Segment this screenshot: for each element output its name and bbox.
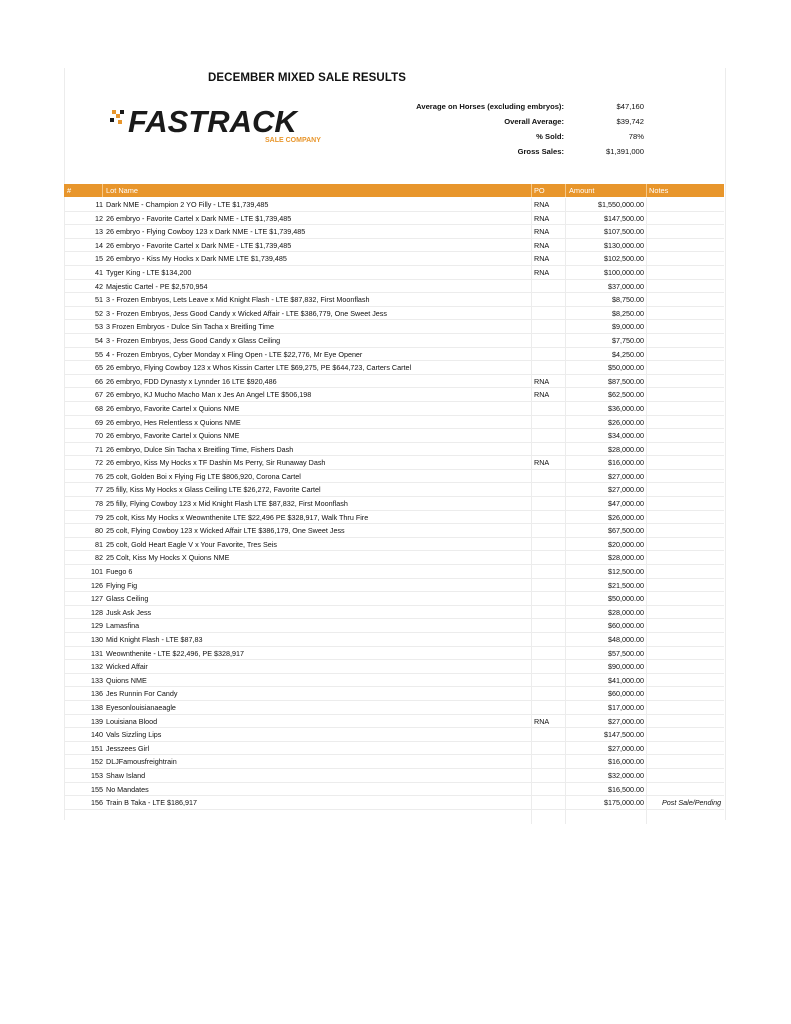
sale-amount: $90,000.00 <box>608 662 644 672</box>
lot-name: 26 embryo, Kiss My Hocks x TF Dashin Ms Perry, Sir Runaway Dash <box>106 458 326 468</box>
table-row <box>64 483 724 497</box>
row-notes: Post Sale/Pending <box>662 798 722 808</box>
lot-name: 25 filly, Flying Cowboy 123 x Mid Knight Flash LTE $87,832, First Moonflash <box>106 499 348 509</box>
table-row <box>64 715 724 729</box>
lot-number: 12 <box>95 213 103 223</box>
lot-name: 26 embryo, Favorite Cartel x Quions NME <box>106 431 240 441</box>
po-status: RNA <box>534 254 550 264</box>
lot-name: Weownthenite - LTE $22,496, PE $328,917 <box>106 648 244 658</box>
table-row <box>64 538 724 552</box>
table-row <box>64 497 724 511</box>
lot-name: Jes Runnin For Candy <box>106 689 178 699</box>
sale-amount: $50,000.00 <box>608 594 644 604</box>
table-row <box>64 225 724 239</box>
sale-amount: $37,000.00 <box>608 281 644 291</box>
header-divider <box>531 184 532 197</box>
lot-number: 65 <box>95 363 103 373</box>
table-row <box>64 783 724 797</box>
table-row <box>64 687 724 701</box>
sale-amount: $12,500.00 <box>608 567 644 577</box>
table-row <box>64 361 724 375</box>
sale-amount: $21,500.00 <box>608 580 644 590</box>
sale-amount: $102,500.00 <box>604 254 644 264</box>
po-status: RNA <box>534 716 550 726</box>
table-row <box>64 728 724 742</box>
summary-row-percent-sold <box>370 132 660 147</box>
lot-number: 127 <box>91 594 103 604</box>
lot-name: DLJFamousfreightrain <box>106 757 177 767</box>
sale-amount: $9,000.00 <box>612 322 644 332</box>
lot-name: 26 embryo - Kiss My Hocks x Dark NME LTE $1,739,485 <box>106 254 287 264</box>
table-row <box>64 633 724 647</box>
summary-label: Average on Horses (excluding embryos): <box>416 102 564 111</box>
lot-number: 133 <box>91 675 103 685</box>
lot-number: 156 <box>91 798 103 808</box>
table-row <box>64 307 724 321</box>
sale-amount: $62,500.00 <box>608 390 644 400</box>
lot-number: 138 <box>91 702 103 712</box>
table-row <box>64 429 724 443</box>
sale-amount: $27,000.00 <box>608 743 644 753</box>
header-divider <box>646 184 647 197</box>
lot-number: 153 <box>91 770 103 780</box>
sale-amount: $147,500.00 <box>604 213 644 223</box>
lot-name: Louisiana Blood <box>106 716 158 726</box>
lot-number: 152 <box>91 757 103 767</box>
header-divider <box>565 184 566 197</box>
table-row <box>64 592 724 606</box>
lot-name: Tyger King - LTE $134,200 <box>106 267 192 277</box>
lot-name: Fuego 6 <box>106 567 133 577</box>
lot-name: 3 - Frozen Embryos, Jess Good Candy x Glass Ceiling <box>106 335 281 345</box>
table-row <box>64 443 724 457</box>
po-status: RNA <box>534 240 550 250</box>
lot-number: 139 <box>91 716 103 726</box>
sale-amount: $48,000.00 <box>608 635 644 644</box>
lot-number: 69 <box>95 417 103 427</box>
lot-name: Quions NME <box>106 675 147 685</box>
sale-amount: $41,000.00 <box>608 675 644 685</box>
table-row <box>64 551 724 565</box>
summary-row-horse-average <box>370 102 660 117</box>
lot-number: 126 <box>91 580 103 590</box>
sale-amount: $57,500.00 <box>608 648 644 658</box>
po-status: RNA <box>534 213 550 223</box>
sale-amount: $47,000.00 <box>608 499 644 509</box>
lot-number: 66 <box>95 376 103 386</box>
sale-amount: $28,000.00 <box>608 553 644 563</box>
header-notes: Notes <box>649 186 669 195</box>
po-status: RNA <box>534 458 550 468</box>
sale-amount: $130,000.00 <box>604 240 644 250</box>
summary-label: % Sold: <box>536 132 564 141</box>
sale-summary <box>370 102 660 162</box>
lot-number: 78 <box>95 499 103 509</box>
lot-name: 26 embryo, Hes Relentless x Quions NME <box>106 417 241 427</box>
table-row <box>64 402 724 416</box>
lot-number: 155 <box>91 784 103 794</box>
lot-name: 3 - Frozen Embryos, Lets Leave x Mid Knight Flash - LTE $87,832, First Moonflash <box>106 295 370 305</box>
lot-number: 67 <box>95 390 103 400</box>
lot-name: Shaw Island <box>106 770 146 780</box>
table-row <box>64 334 724 348</box>
table-row <box>64 456 724 470</box>
lot-number: 68 <box>95 403 103 413</box>
lot-number: 130 <box>91 635 103 644</box>
sale-amount: $1,550,000.00 <box>598 200 644 209</box>
summary-label: Gross Sales: <box>517 147 564 156</box>
sale-amount: $27,000.00 <box>608 485 644 495</box>
lot-name: 25 colt, Golden Boi x Flying Fig LTE $806,920, Corona Cartel <box>106 471 301 481</box>
sale-amount: $175,000.00 <box>604 798 644 808</box>
table-row <box>64 660 724 674</box>
sale-amount: $147,500.00 <box>604 730 644 740</box>
sale-amount: $17,000.00 <box>608 702 644 712</box>
sale-amount: $26,000.00 <box>608 417 644 427</box>
lot-name: 3 Frozen Embryos - Dulce Sin Tacha x Breitling Time <box>106 322 275 332</box>
lot-number: 11 <box>95 200 103 209</box>
lot-number: 136 <box>91 689 103 699</box>
lot-name: 26 embryo - Flying Cowboy 123 x Dark NME - LTE $1,739,485 <box>106 227 306 237</box>
checkered-flag-icon <box>110 110 124 124</box>
table-row <box>64 375 724 389</box>
lot-number: 70 <box>95 431 103 441</box>
table-row <box>64 674 724 688</box>
sale-amount: $16,500.00 <box>608 784 644 794</box>
lot-name: Flying Fig <box>106 580 138 590</box>
table-row <box>64 388 724 402</box>
header-lot-name: Lot Name <box>106 186 139 195</box>
header-divider <box>102 184 103 197</box>
lot-name: 25 Colt, Kiss My Hocks X Quions NME <box>106 553 230 563</box>
lot-name: Train B Taka - LTE $186,917 <box>106 798 197 808</box>
lot-name: 26 embryo - Favorite Cartel x Dark NME - LTE $1,739,485 <box>106 240 292 250</box>
lot-number: 81 <box>95 539 103 549</box>
table-row <box>64 701 724 715</box>
summary-value: $47,160 <box>616 102 644 111</box>
sale-amount: $87,500.00 <box>608 376 644 386</box>
lot-number: 128 <box>91 607 103 617</box>
po-status: RNA <box>534 390 550 400</box>
sale-amount: $8,250.00 <box>612 308 644 318</box>
header-po: PO <box>534 186 545 195</box>
table-header <box>64 184 724 197</box>
po-status: RNA <box>534 227 550 237</box>
sale-amount: $100,000.00 <box>604 267 644 277</box>
lot-number: 80 <box>95 526 103 536</box>
sale-amount: $7,750.00 <box>612 335 644 345</box>
lot-name: 25 colt, Kiss My Hocks x Weownthenite LTE $22,496 PE $328,917, Walk Thru Fire <box>106 512 369 522</box>
lot-name: 25 colt, Flying Cowboy 123 x Wicked Affair LTE $386,179, One Sweet Jess <box>106 526 345 536</box>
sale-amount: $60,000.00 <box>608 689 644 699</box>
sale-amount: $32,000.00 <box>608 770 644 780</box>
lot-name: 26 embryo, Favorite Cartel x Quions NME <box>106 403 240 413</box>
lot-number: 42 <box>95 281 103 291</box>
table-row <box>64 252 724 266</box>
sale-amount: $60,000.00 <box>608 621 644 631</box>
sale-amount: $50,000.00 <box>608 363 644 373</box>
lot-number: 55 <box>95 349 103 359</box>
summary-row-gross-sales <box>370 147 660 162</box>
lot-name: 3 - Frozen Embryos, Jess Good Candy x Wicked Affair - LTE $386,779, One Sweet Jess <box>106 308 387 318</box>
lot-number: 52 <box>95 308 103 318</box>
lot-number: 101 <box>91 567 103 577</box>
sale-amount: $16,000.00 <box>608 458 644 468</box>
lot-name: 26 embryo, Flying Cowboy 123 x Whos Kissin Carter LTE $69,275, PE $644,723, Carters Cartel <box>106 363 412 373</box>
lot-number: 72 <box>95 458 103 468</box>
lot-number: 71 <box>95 444 103 454</box>
lot-number: 131 <box>91 648 103 658</box>
table-row <box>64 606 724 620</box>
table-row <box>64 212 724 226</box>
sale-amount: $28,000.00 <box>608 444 644 454</box>
table-row <box>64 348 724 362</box>
lot-name: 26 embryo, Dulce Sin Tacha x Breitling Time, Fishers Dash <box>106 444 294 454</box>
logo-wordmark: FASTRACK <box>128 104 297 139</box>
summary-row-overall-average <box>370 117 660 132</box>
lot-name: Wicked Affair <box>106 662 148 672</box>
table-row <box>64 266 724 280</box>
sale-amount: $34,000.00 <box>608 431 644 441</box>
lot-name: Jesszees Girl <box>106 743 150 753</box>
lot-number: 54 <box>95 335 103 345</box>
lot-number: 15 <box>95 254 103 264</box>
logo-tagline: SALE COMPANY <box>265 137 321 144</box>
table-row <box>64 742 724 756</box>
table-row <box>64 280 724 294</box>
lot-name: Mid Knight Flash - LTE $87,83 <box>106 635 203 644</box>
lot-number: 14 <box>95 240 103 250</box>
summary-value: 78% <box>628 132 644 141</box>
lot-number: 132 <box>91 662 103 672</box>
table-row <box>64 796 724 810</box>
table-row <box>64 769 724 783</box>
lot-name: 26 embryo, FDD Dynasty x Lynnder 16 LTE $920,486 <box>106 376 277 386</box>
lot-name: Glass Ceiling <box>106 594 149 604</box>
lot-name: Jusk Ask Jess <box>106 607 152 617</box>
po-status: RNA <box>534 267 550 277</box>
table-row <box>64 198 724 212</box>
lot-number: 53 <box>95 322 103 332</box>
lot-number: 77 <box>95 485 103 495</box>
lot-number: 79 <box>95 512 103 522</box>
lot-number: 82 <box>95 553 103 563</box>
table-row <box>64 293 724 307</box>
table-row <box>64 416 724 430</box>
sale-amount: $67,500.00 <box>608 526 644 536</box>
lot-number: 140 <box>91 730 103 740</box>
table-row <box>64 470 724 484</box>
lot-name: 26 embryo - Favorite Cartel x Dark NME - LTE $1,739,485 <box>106 213 292 223</box>
sale-amount: $36,000.00 <box>608 403 644 413</box>
summary-label: Overall Average: <box>504 117 564 126</box>
sale-amount: $16,000.00 <box>608 757 644 767</box>
sale-amount: $27,000.00 <box>608 716 644 726</box>
lot-name: Majestic Cartel - PE $2,570,954 <box>106 281 208 291</box>
header-number: # <box>67 186 72 195</box>
lot-name: Dark NME - Champion 2 YO Filly - LTE $1,739,485 <box>106 200 269 209</box>
summary-value: $39,742 <box>616 117 644 126</box>
po-status: RNA <box>534 200 550 209</box>
po-status: RNA <box>534 376 550 386</box>
sale-amount: $4,250.00 <box>612 349 644 359</box>
sale-amount: $27,000.00 <box>608 471 644 481</box>
table-row <box>64 647 724 661</box>
header-amount: Amount <box>569 186 595 195</box>
lot-name: No Mandates <box>106 784 149 794</box>
summary-value: $1,391,000 <box>605 147 644 156</box>
page-title: DECEMBER MIXED SALE RESULTS <box>208 72 407 84</box>
sale-amount: $20,000.00 <box>608 539 644 549</box>
lot-name: 25 colt, Gold Heart Eagle V x Your Favorite, Tres Seis <box>106 539 277 549</box>
table-row <box>64 511 724 525</box>
sale-amount: $28,000.00 <box>608 607 644 617</box>
lot-number: 151 <box>91 743 103 753</box>
fastrack-logo <box>110 104 340 148</box>
table-row <box>64 755 724 769</box>
table-row <box>64 619 724 633</box>
lot-name: 4 - Frozen Embryos, Cyber Monday x Fling Open - LTE $22,776, Mr Eye Opener <box>106 349 363 359</box>
sale-amount: $26,000.00 <box>608 512 644 522</box>
lot-name: Vals Sizzling Lips <box>106 730 162 740</box>
lot-number: 76 <box>95 471 103 481</box>
table-row <box>64 239 724 253</box>
sale-results-table <box>64 198 724 810</box>
lot-name: Lamasfina <box>106 621 140 631</box>
sale-amount: $107,500.00 <box>604 227 644 237</box>
lot-number: 41 <box>95 267 103 277</box>
lot-number: 13 <box>95 227 103 237</box>
lot-name: 26 embryo, KJ Mucho Macho Man x Jes An Angel LTE $506,198 <box>106 390 312 400</box>
lot-number: 51 <box>95 295 103 305</box>
lot-name: 25 filly, Kiss My Hocks x Glass Ceiling LTE $26,272, Favorite Cartel <box>106 485 321 495</box>
table-row <box>64 320 724 334</box>
table-row <box>64 579 724 593</box>
table-row <box>64 565 724 579</box>
table-row <box>64 524 724 538</box>
lot-name: Eyesonlouisianaeagle <box>106 702 176 712</box>
lot-number: 129 <box>91 621 103 631</box>
sale-amount: $8,750.00 <box>612 295 644 305</box>
